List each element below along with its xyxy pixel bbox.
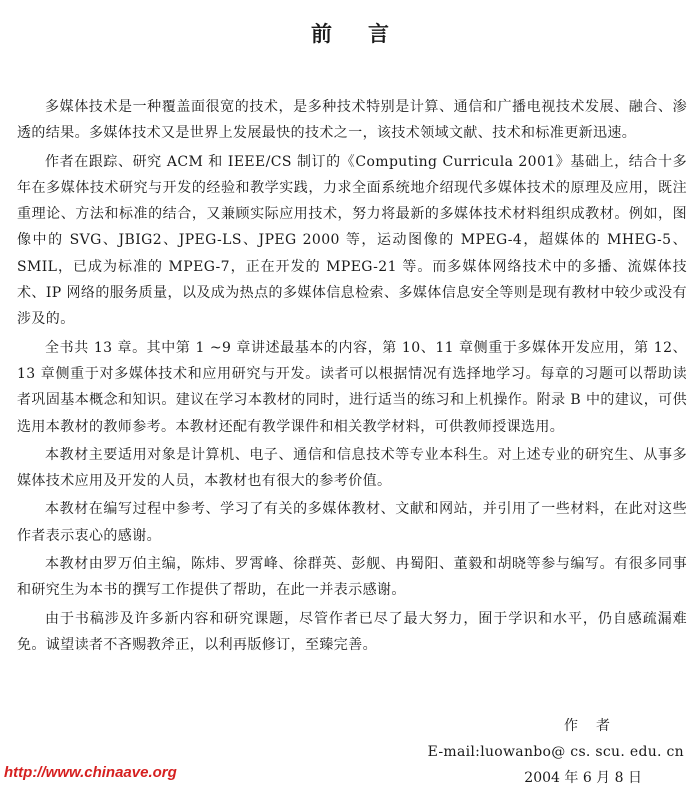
- signature-email: E-mail:luowanbo@ cs. scu. edu. cn: [427, 744, 684, 760]
- paragraph-6: 本教材由罗万伯主编，陈炜、罗霄峰、徐群英、彭舰、冉蜀阳、董毅和胡晓等参与编写。有很多同事和研究生为本书的撰写工作提供了帮助，在此一并表示感谢。: [17, 556, 687, 599]
- preface-body: [17, 94, 687, 660]
- paragraph-2: 作者在跟踪、研究 ACM 和 IEEE/CS 制订的《Computing Curricula 2001》基础上，结合十多年在多媒体技术研究与开发的经验和教学实践，力求全面系统地介绍现代多媒体技术的原理及应用，既注重理论、方法和标准的结合，又兼顾实际应用技术，努力将最新的多媒体技术材料组织成教材。例如，图像中的 SVG、JBIG2、JPEG-LS、JPEG 2000 等，运动图像的 MPEG-4，超媒体的 MHEG-5、SMIL，已成为标准的 MPEG-7，正在开发的 MPEG-21 等。而多媒体网络技术中的多播、流媒体技术、IP 网络的服务质量，以及成为热点的多媒体信息检索、多媒体信息安全等则是现有教材中较少或没有涉及的。: [17, 153, 687, 328]
- page-title: 前言: [311, 22, 425, 46]
- paragraph-4: 本教材主要适用对象是计算机、电子、通信和信息技术等专业本科生。对上述专业的研究生、从事多媒体技术应用及开发的人员，本教材也有很大的参考价值。: [17, 446, 687, 490]
- paragraph-1: 多媒体技术是一种覆盖面很宽的技术，是多种技术特别是计算、通信和广播电视技术发展、融合、渗透的结果。多媒体技术又是世界上发展最快的技术之一，该技术领域文献、技术和标准更新迅速。: [17, 99, 687, 142]
- paragraph-3: 全书共 13 章。其中第 1 ~9 章讲述最基本的内容，第 10、11 章侧重于多媒体开发应用，第 12、13 章侧重于对多媒体技术和应用研究与开发。读者可以根据情况有选择地学习。每章的习题可以帮助读者巩固基本概念和知识。建议在学习本教材的同时，进行适当的练习和上机操作。附录 B 中的建议，可供选用本教材的教师参考。本教材还配有教学课件和相关教学材料，可供教师授课选用。: [17, 339, 687, 435]
- signature-author: 作者: [564, 718, 628, 734]
- watermark-url: http://www.chinaave.org: [4, 764, 177, 781]
- paragraph-5: 本教材在编写过程中参考、学习了有关的多媒体教材、文献和网站，并引用了一些材料，在此对这些作者表示衷心的感谢。: [17, 501, 687, 544]
- paragraph-7: 由于书稿涉及许多新内容和研究课题，尽管作者已尽了最大努力，囿于学识和水平，仍自感疏漏难免。诚望读者不吝赐教斧正，以利再版修订，至臻完善。: [17, 610, 687, 653]
- signature-date: 2004 年 6 月 8 日: [524, 770, 642, 786]
